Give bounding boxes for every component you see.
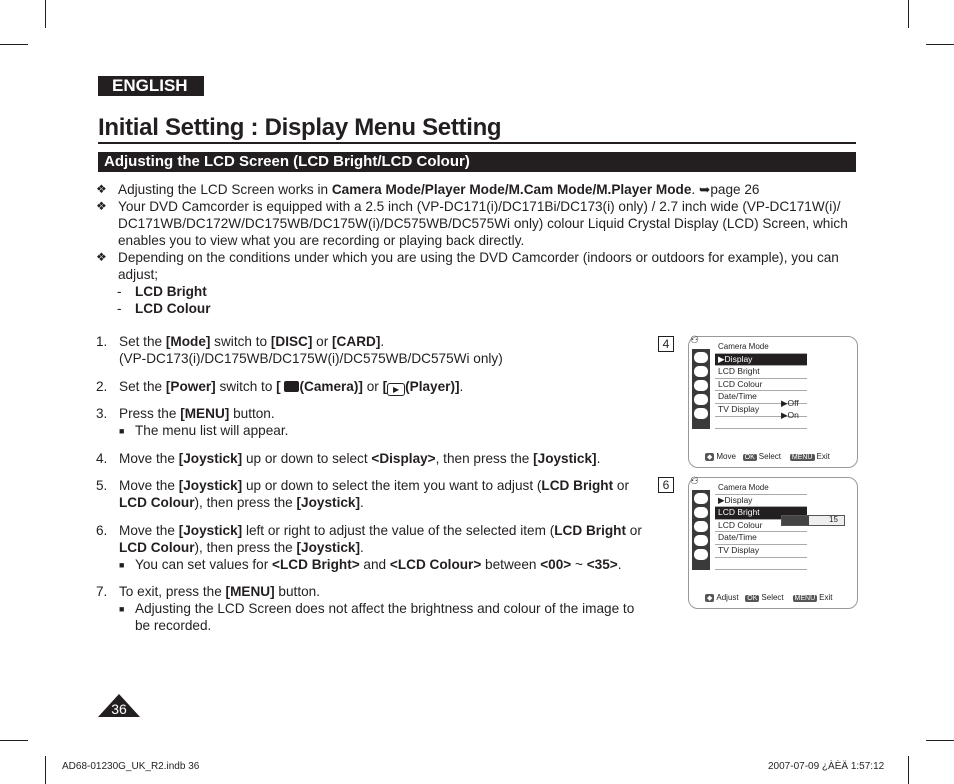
- print-file-info: AD68-01230G_UK_R2.indb 36: [62, 761, 200, 772]
- crop-mark: [908, 0, 909, 28]
- crop-mark: [45, 0, 46, 28]
- menu-item-lcd-bright: LCD Bright: [715, 366, 807, 379]
- step-note: ■ Adjusting the LCD Screen does not affect the brightness and colour of the image to be recorded.: [119, 601, 635, 633]
- menu-sidebar: [692, 490, 710, 570]
- settings-icon: [694, 549, 708, 560]
- print-timestamp: 2007-07-09 ¿ÀÈÄ 1:57:12: [768, 761, 885, 772]
- menu-item-tv-display: TV Display: [715, 545, 807, 558]
- camera-mode-icon: [694, 493, 708, 504]
- step-number: 7.: [96, 584, 108, 599]
- screen-footer: ◆ Move OK Select MENU Exit: [707, 452, 830, 461]
- page-reference: ➥page 26: [698, 182, 760, 197]
- bullet-bold-text: Camera Mode/Player Mode/M.Cam Mode/M.Player Mode: [331, 182, 692, 197]
- title-divider: [98, 142, 856, 144]
- crop-mark: [926, 44, 954, 45]
- dash-marker: -: [117, 284, 122, 299]
- option-label: LCD Bright: [135, 284, 207, 299]
- slider-value: 15: [829, 515, 838, 524]
- tv-icon: [694, 535, 708, 546]
- menu-item-display: ▶Display: [715, 354, 807, 367]
- menu-item-lcd-colour: LCD Colour: [715, 520, 807, 533]
- step-2: 2. Set the [Power] switch to [ (Camera)] or [ ▶ (Player)].: [96, 379, 464, 394]
- step-7: 7. To exit, press the [MENU] button. ■ Adjusting the LCD Screen does not affect the brightness and colour of the image to be recorded.: [96, 583, 646, 634]
- tv-display-value: ▶On: [781, 410, 799, 420]
- camera-mode-icon: [694, 352, 708, 363]
- option-lcd-bright: [117, 283, 207, 300]
- square-bullet-icon: ■: [119, 426, 125, 436]
- step-4: 4. Move the [Joystick] up or down to select <Display>, then press the [Joystick].: [96, 451, 601, 466]
- menu-item-date-time: Date/Time: [715, 532, 807, 545]
- menu-key-icon: MENU: [791, 454, 813, 461]
- settings-icon: [694, 408, 708, 419]
- bullet-marker: ❖: [96, 250, 107, 264]
- clock-icon: [694, 380, 708, 391]
- menu-item-camera-mode: Camera Mode: [715, 341, 807, 354]
- slider-fill: [782, 516, 809, 525]
- menu-item-empty: [715, 558, 807, 571]
- lcd-screen-preview: [688, 336, 858, 468]
- crop-mark: [908, 756, 909, 784]
- ok-key-icon: OK: [747, 595, 758, 602]
- step-number: 1.: [96, 334, 108, 349]
- page-title: Initial Setting : Display Menu Setting: [98, 114, 502, 141]
- language-tab: ENGLISH: [98, 76, 204, 96]
- step-number: 4.: [96, 451, 108, 466]
- screen-number-badge: 4: [658, 336, 674, 352]
- clock-icon: [694, 521, 708, 532]
- display-icon: [694, 507, 708, 518]
- dash-marker: -: [117, 301, 122, 316]
- step-number: 2.: [96, 379, 108, 394]
- square-bullet-icon: ■: [119, 560, 125, 570]
- menu-item-display: ▶Display: [715, 495, 807, 508]
- bullet-item: [96, 181, 856, 198]
- menu-sidebar: [692, 349, 710, 429]
- model-note: (VP-DC173(i)/DC175WB/DC175W(i)/DC575WB/DC575Wi only): [119, 351, 503, 366]
- bullet-item: [96, 249, 856, 283]
- screen-number-badge: 6: [658, 477, 674, 493]
- screen-footer: ◆ Adjust OK Select MENU Exit: [707, 593, 833, 602]
- step-5: 5. Move the [Joystick] up or down to select the item you want to adjust (LCD Bright or LCD Colour), then press the [Joystick].: [96, 478, 630, 510]
- menu-key-icon: MENU: [794, 595, 816, 602]
- menu-item-lcd-colour: LCD Colour: [715, 379, 807, 392]
- crop-mark: [45, 756, 46, 784]
- page-number: 36: [111, 701, 127, 717]
- step-6: 6. Move the [Joystick] left or right to adjust the value of the selected item (LCD Bright or LCD Colour), then press the [Joystick]. ■ You can set values for <LCD Bright> and <LCD Colour> between <00> ~ <35>.: [96, 522, 646, 574]
- right-arrow-icon: ▶: [718, 353, 725, 364]
- lcd-screen-preview: [688, 477, 858, 609]
- right-arrow-icon: ▶: [718, 494, 725, 505]
- menu-item-tv-display: TV Display: [715, 404, 807, 417]
- bullet-text: Your DVD Camcorder is equipped with a 2.5 inch (VP-DC171(i)/DC171Bi/DC173(i) only) / 2.7 inch wide (VP-DC171W(i)/ DC171WB/DC172W/DC175WB/DC175W(i)/DC575WB/DC575Wi only) colour Liquid Crystal Display (LCD) Screen, which enables you to view what you are recording or playing back directly.: [118, 199, 848, 248]
- bullet-marker: ❖: [96, 199, 107, 213]
- square-bullet-icon: ■: [119, 604, 125, 614]
- crop-mark: [0, 740, 28, 741]
- display-icon: [694, 366, 708, 377]
- play-icon: ▶: [387, 383, 405, 396]
- menu-item-lcd-bright: LCD Bright: [715, 507, 807, 520]
- step-number: 6.: [96, 523, 108, 538]
- menu-item-camera-mode: Camera Mode: [715, 482, 807, 495]
- menu-item-date-time: Date/Time: [715, 391, 807, 404]
- crop-mark: [0, 44, 28, 45]
- option-lcd-colour: [117, 300, 211, 317]
- section-heading: Adjusting the LCD Screen (LCD Bright/LCD Colour): [98, 152, 856, 172]
- step-number: 5.: [96, 478, 108, 493]
- menu-list: [715, 482, 807, 570]
- joystick-icon: ◆: [707, 595, 713, 602]
- bullet-item: [96, 198, 856, 249]
- step-1: 1. Set the [Mode] switch to [DISC] or [CARD]. (VP-DC173(i)/DC175WB/DC175W(i)/DC575WB/DC575Wi only): [96, 334, 503, 366]
- joystick-icon: ◆: [707, 454, 713, 461]
- step-note: ■ You can set values for <LCD Bright> and <LCD Colour> between <00> ~ <35>.: [119, 557, 622, 572]
- tape-icon: ⚇: [690, 476, 699, 487]
- step-number: 3.: [96, 406, 108, 421]
- step-3: 3. Press the [MENU] button. ■ The menu list will appear.: [96, 405, 646, 440]
- bullet-marker: ❖: [96, 182, 107, 196]
- date-time-value: ▶Off: [781, 398, 799, 408]
- step-note: ■ The menu list will appear.: [119, 423, 289, 438]
- tape-icon: ⚇: [690, 335, 699, 346]
- ok-key-icon: OK: [744, 454, 755, 461]
- tv-icon: [694, 394, 708, 405]
- bullet-text: Adjusting the LCD Screen works in: [118, 182, 332, 197]
- bullet-text: .: [691, 182, 699, 197]
- camera-icon: [284, 381, 299, 392]
- option-label: LCD Colour: [135, 301, 211, 316]
- bullet-text: Depending on the conditions under which you are using the DVD Camcorder (indoors or outdoors for example), you can adjust;: [118, 250, 839, 282]
- crop-mark: [926, 740, 954, 741]
